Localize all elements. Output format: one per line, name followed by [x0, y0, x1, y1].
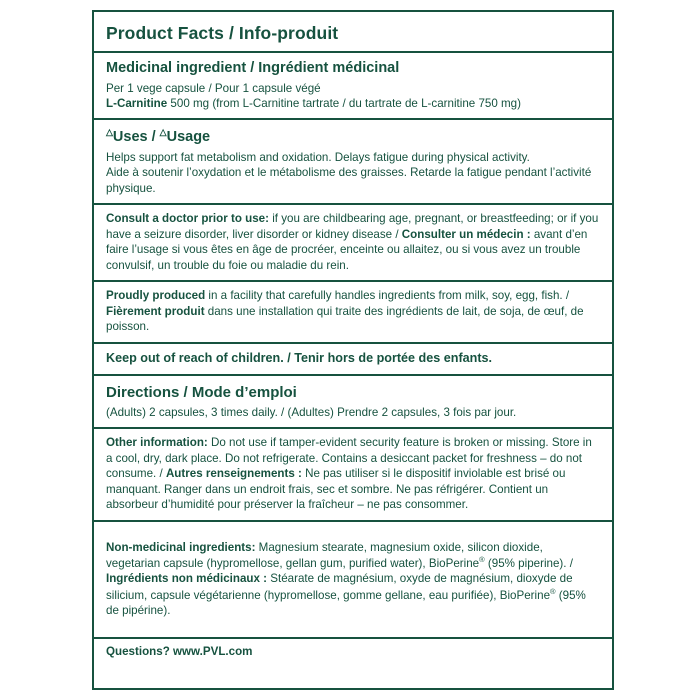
- uses-text-fr: Aide à soutenir l’oxydation et le métabolisme des graisses. Retarde la fatigue pendant l’activité physique.: [106, 166, 592, 195]
- uses-heading-en: Uses /: [112, 129, 160, 146]
- other-lead-en: Other information:: [106, 436, 208, 450]
- non-medicinal-lead-en: Non-medicinal ingredients:: [106, 540, 256, 554]
- consult-body-fr: avant d’en faire l’usage si vous êtes en âge de procréer, enceinte ou allaitez, ou si vous avez un trouble convulsif, un trouble du foie ou maladie du rein.: [106, 227, 588, 272]
- other-text: [106, 435, 600, 513]
- serving-size: Per 1 vege capsule / Pour 1 capsule végé: [106, 81, 321, 95]
- consult-lead-en: Consult a doctor prior to use:: [106, 212, 269, 226]
- triangle-icon: △: [159, 127, 167, 138]
- other-lead-fr: Autres renseignements :: [165, 467, 302, 481]
- consult-lead-fr: Consulter un médecin :: [401, 227, 531, 241]
- questions-footer: [94, 639, 612, 665]
- produced-text: [106, 288, 600, 335]
- other-body-en: Do not use if tamper-evident security feature is broken or missing. Store in a cool, dry, dark place. Do not refrigerate. Contains a desiccant packet for freshness – do not consume. /: [106, 436, 592, 481]
- uses-text-en: Helps support fat metabolism and oxidation. Delays fatigue during physical activity.: [106, 150, 530, 164]
- non-medicinal-section: [94, 522, 612, 638]
- directions-text: (Adults) 2 capsules, 3 times daily. / (Adultes) Prendre 2 capsules, 3 fois par jour.: [106, 405, 517, 419]
- keep-out-of-reach-warning: Keep out of reach of children. / Tenir hors de portée des enfants.: [106, 350, 493, 365]
- page-title: Product Facts / Info-produit: [106, 23, 339, 43]
- registered-trademark-icon: ®: [550, 586, 556, 596]
- directions-heading: Directions / Mode d’emploi: [106, 383, 297, 401]
- uses-section: [94, 120, 612, 203]
- consult-body-en: if you are childbearing age, pregnant, or breastfeeding; or if you have a seizure disorder, liver disorder or kidney disease /: [106, 212, 599, 241]
- other-body-fr: Ne pas utiliser si le dispositif inviolable est brisé ou manquant. Ranger dans un endroit frais, sec et sombre. Ne pas réfrigérer. Contient un absorbeur d’humidité pour préserver la fraîcheur – ne pas consommer.: [106, 467, 566, 512]
- uses-heading: [106, 127, 600, 146]
- uses-heading-fr: Usage: [166, 129, 211, 146]
- ingredient-row: [106, 96, 600, 111]
- consult-doctor-section: [94, 205, 612, 280]
- website-url[interactable]: www.PVL.com: [169, 645, 253, 659]
- produced-body-en: in a facility that carefully handles ingredients from milk, soy, egg, fish. /: [205, 289, 570, 303]
- produced-section: [94, 282, 612, 342]
- produced-lead-en: Proudly produced: [106, 289, 206, 303]
- other-information-section: [94, 429, 612, 520]
- non-medicinal-body-en-1: Magnesium stearate, magnesium oxide, silicon dioxide, vegetarian capsule (hypromellose, gellan gum, purified water), BioPerine: [106, 540, 543, 570]
- questions-label: Questions?: [106, 645, 170, 659]
- non-medicinal-body-en-2: (95% piperine). /: [484, 556, 573, 570]
- ingredient-name: L-Carnitine: [106, 97, 168, 111]
- non-medicinal-body-fr-2: (95% de pipérine).: [106, 588, 586, 618]
- directions-section: [94, 376, 612, 428]
- consult-text: [106, 211, 600, 273]
- produced-body-fr: dans une installation qui traite des ingrédients de lait, de soja, de œuf, de poisson.: [106, 304, 584, 334]
- medicinal-heading: Medicinal ingredient / Ingrédient médicinal: [106, 60, 400, 77]
- registered-trademark-icon: ®: [479, 555, 485, 565]
- non-medicinal-body-fr-1: Stéarate de magnésium, oxyde de magnésium, dioxyde de silicium, capsule végétarienne (hypromellose, gomme gellane, eau purifiée), BioPerine: [106, 572, 573, 602]
- produced-lead-fr: Fièrement produit: [106, 304, 205, 318]
- non-medicinal-text: [106, 540, 600, 619]
- medicinal-ingredient-section: [94, 53, 612, 118]
- triangle-icon: △: [106, 127, 113, 138]
- product-facts-panel: [92, 10, 614, 690]
- non-medicinal-lead-fr: Ingrédients non médicinaux :: [106, 572, 268, 586]
- ingredient-detail: 500 mg (from L-Carnitine tartrate / du tartrate de L-carnitine 750 mg): [167, 97, 521, 111]
